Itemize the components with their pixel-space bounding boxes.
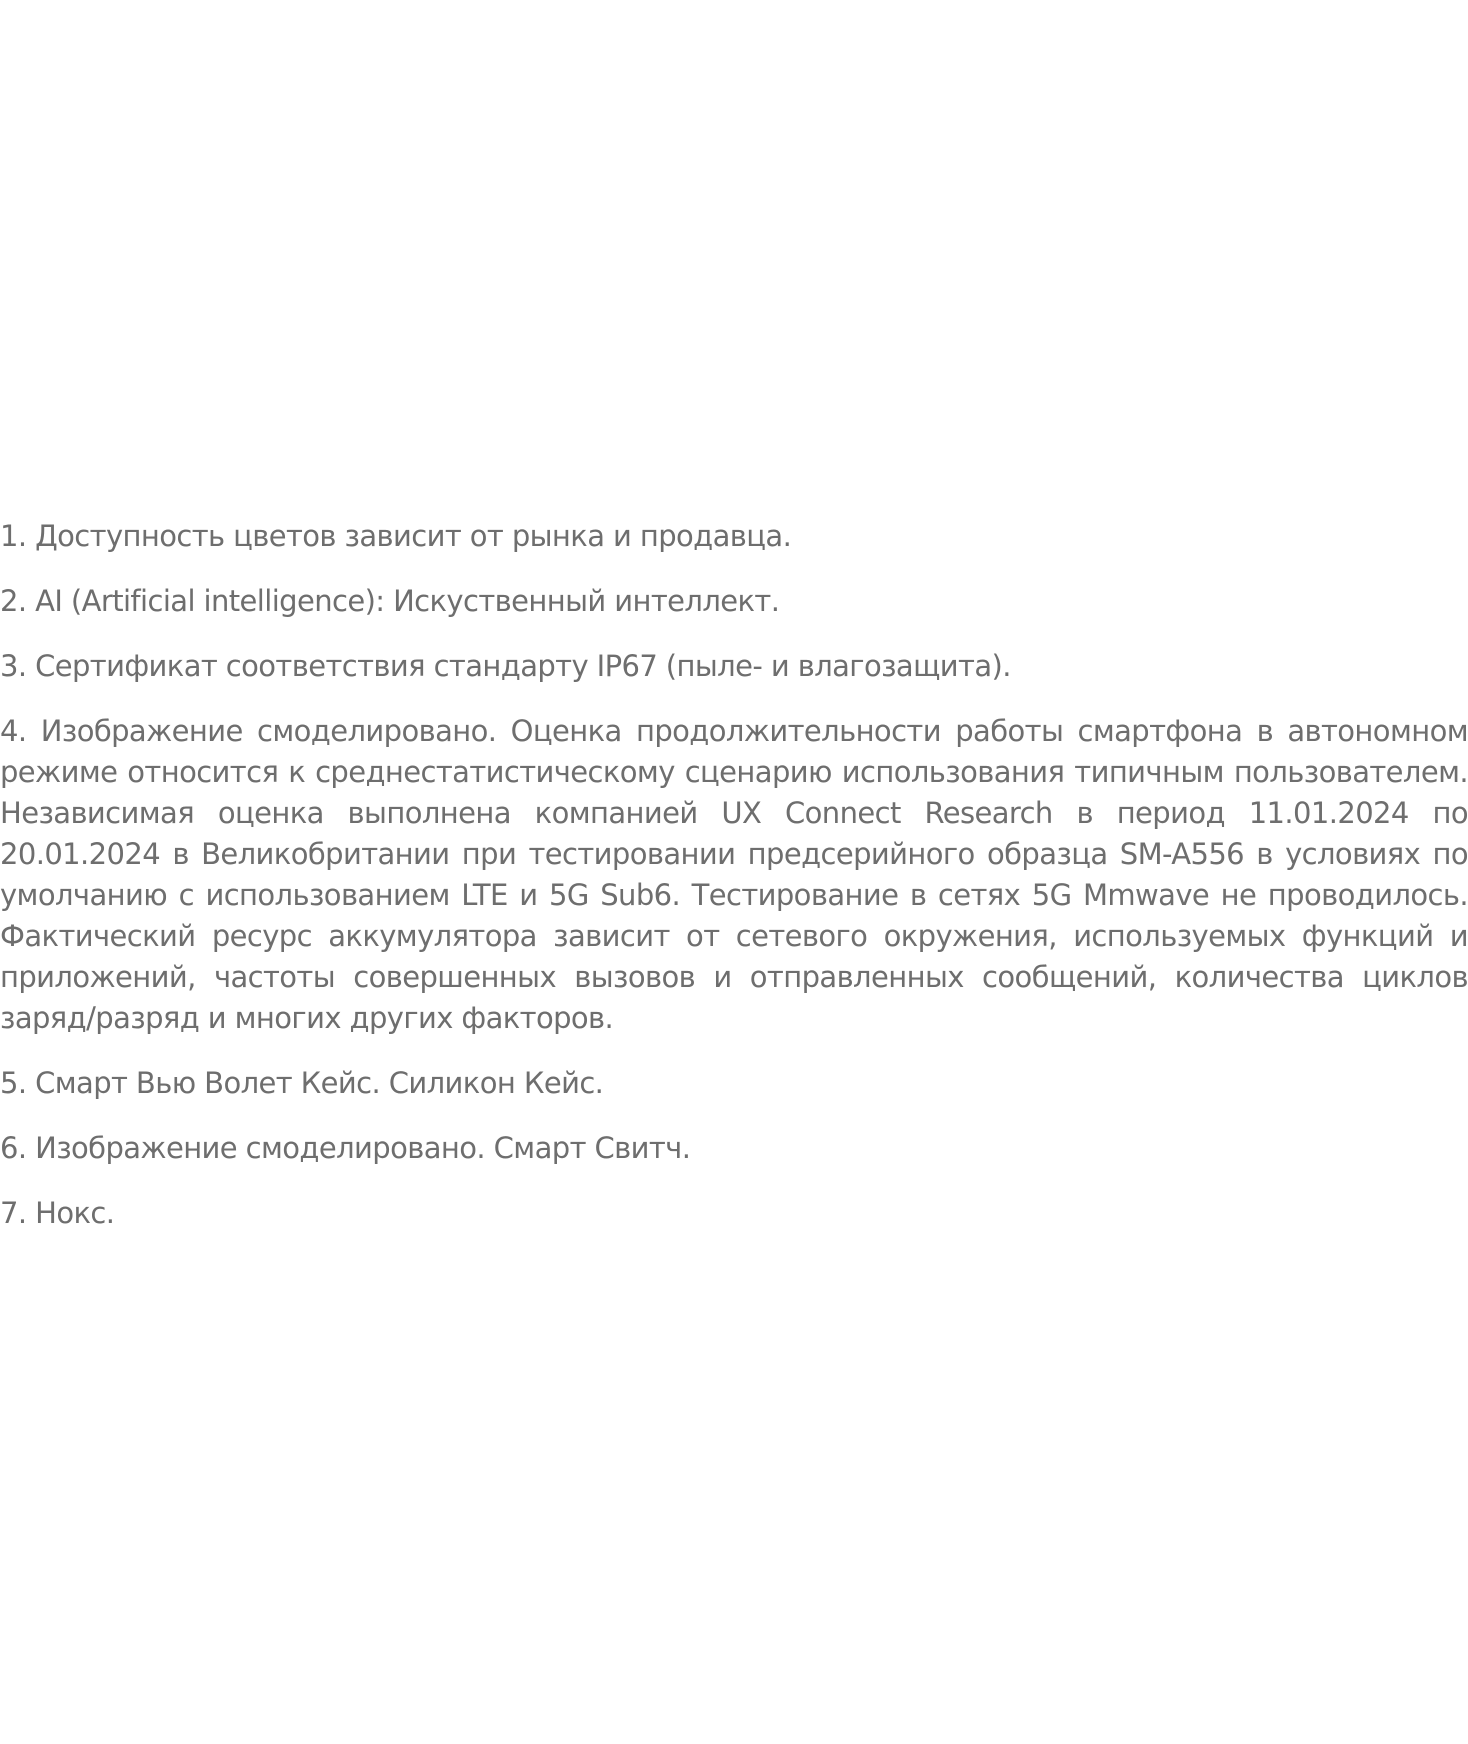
footnote-text: Изображение смоделировано. Смарт Свитч. [35, 1131, 691, 1165]
footnote-5 [0, 1063, 1468, 1104]
footnote-number: 5. [0, 1066, 27, 1100]
footnote-number: 6. [0, 1131, 27, 1165]
footnote-7 [0, 1193, 1468, 1234]
footnote-6 [0, 1128, 1468, 1169]
footnote-number: 4. [0, 714, 27, 748]
footnote-number: 7. [0, 1196, 27, 1230]
footnotes-list [0, 516, 1468, 1258]
footnote-text: Нокс. [35, 1196, 115, 1230]
footnote-number: 3. [0, 649, 27, 683]
footnote-2 [0, 581, 1468, 622]
footnote-number: 1. [0, 519, 27, 553]
footnote-1 [0, 516, 1468, 557]
footnote-text: Смарт Вью Волет Кейс. Силикон Кейс. [35, 1066, 604, 1100]
footnote-number: 2. [0, 584, 27, 618]
footnote-text: Сертификат соответствия стандарту IP67 (пыле- и влагозащита). [35, 649, 1011, 683]
footnote-text: Доступность цветов зависит от рынка и продавца. [35, 519, 792, 553]
footnote-text: AI (Artificial intelligence): Искуственный интеллект. [35, 584, 780, 618]
footnote-text: Изображение смоделировано. Оценка продолжительности работы смартфона в автономном режиме относится к среднестатистическому сценарию использования типичным пользователем. Независимая оценка выполнена компанией UX Connect Research в период 11.01.2024 по 20.01.2024 в Великобритании при тестировании предсерийного образца SM-A556 в условиях по умолчанию с использованием LTE и 5G Sub6. Тестирование в сетях 5G Mmwave не проводилось. Фактический ресурс аккумулятора зависит от сетевого окружения, используемых функций и приложений, частоты совершенных вызовов и отправленных сообщений, количества циклов заряд/разряд и многих других факторов. [0, 714, 1468, 1035]
footnote-4 [0, 711, 1468, 1039]
footnote-3 [0, 646, 1468, 687]
